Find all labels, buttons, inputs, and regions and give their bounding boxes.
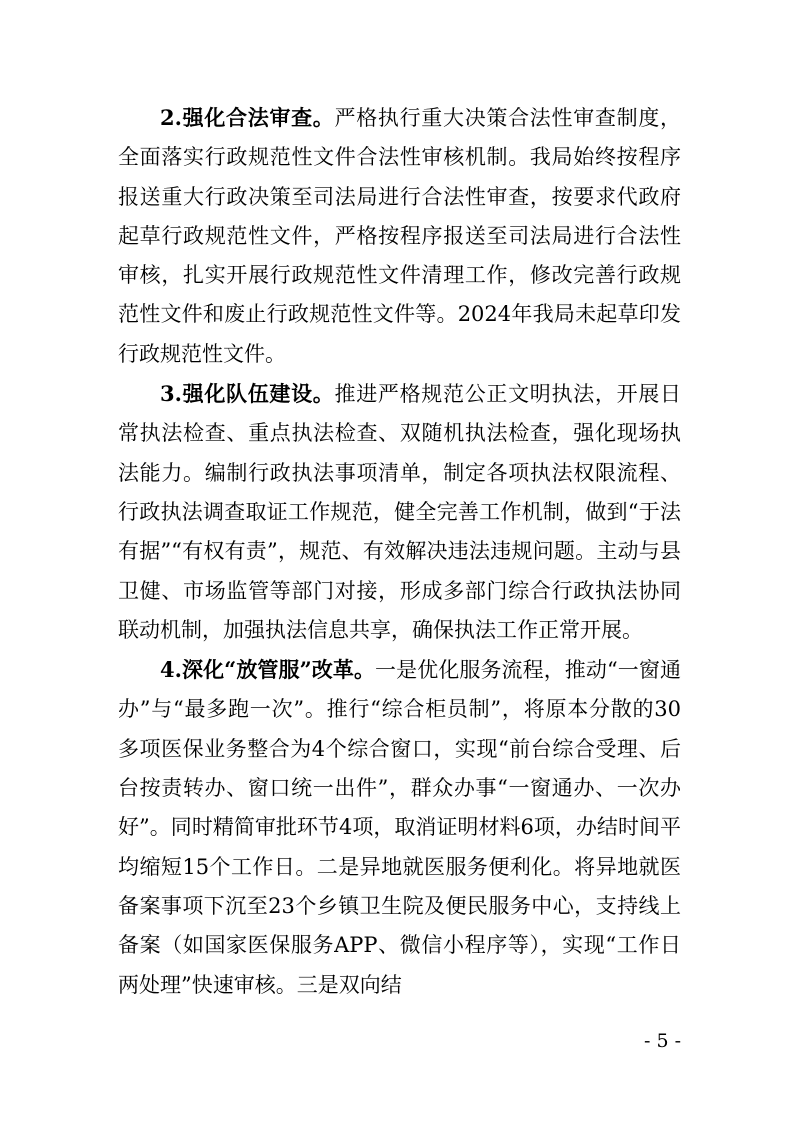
paragraph-heading: 2.强化合法审查。 — [160, 105, 335, 130]
page-number: - 5 - — [643, 1030, 681, 1052]
paragraph-text: 推进严格规范公正文明执法，开展日常执法检查、重点执法检查、双随机执法检查，强化现场执法能力。编制行政执法事项清单，制定各项执法权限流程、行政执法调查取证工作规范，健全完善工作机制，做到“于法有据”“有权有责”，规范、有效解决违法违规问题。主动与县卫健、市场监管等部门对接，形成多部门综合行政执法协同联动机制，加强执法信息共享，确保执法工作正常开展。 — [118, 382, 681, 642]
paragraph-text: 严格执行重大决策合法性审查制度，全面落实行政规范性文件合法性审核机制。我局始终按程序报送重大行政决策至司法局进行合法性审查，按要求代政府起草行政规范性文件，严格按程序报送至司法局进行合法性审核，扎实开展行政规范性文件清理工作，修改完善行政规范性文件和废止行政规范性文件等。2024年我局未起草印发行政规范性文件。 — [118, 106, 681, 366]
paragraph-reform — [118, 650, 681, 1005]
paragraph-legal-review — [118, 98, 681, 374]
document-body — [118, 98, 681, 1005]
paragraph-heading: 4.深化“放管服”改革。 — [160, 657, 376, 683]
paragraph-text: 一是优化服务流程，推动“一窗通办”与“最多跑一次”。推行“综合柜员制”，将原本分散的30多项医保业务整合为4个综合窗口，实现“前台综合受理、后台按责转办、窗口统一出件”，群众办事“一窗通办、一次办好”。同时精简审批环节4项，取消证明材料6项，办结时间平均缩短15个工作日。二是异地就医服务便利化。将异地就医备案事项下沉至23个乡镇卫生院及便民服务中心，支持线上备案（如国家医保服务APP、微信小程序等），实现“工作日两处理”快速审核。三是双向结 — [118, 658, 681, 997]
paragraph-team-building — [118, 374, 681, 650]
paragraph-heading: 3.强化队伍建设。 — [160, 381, 335, 407]
